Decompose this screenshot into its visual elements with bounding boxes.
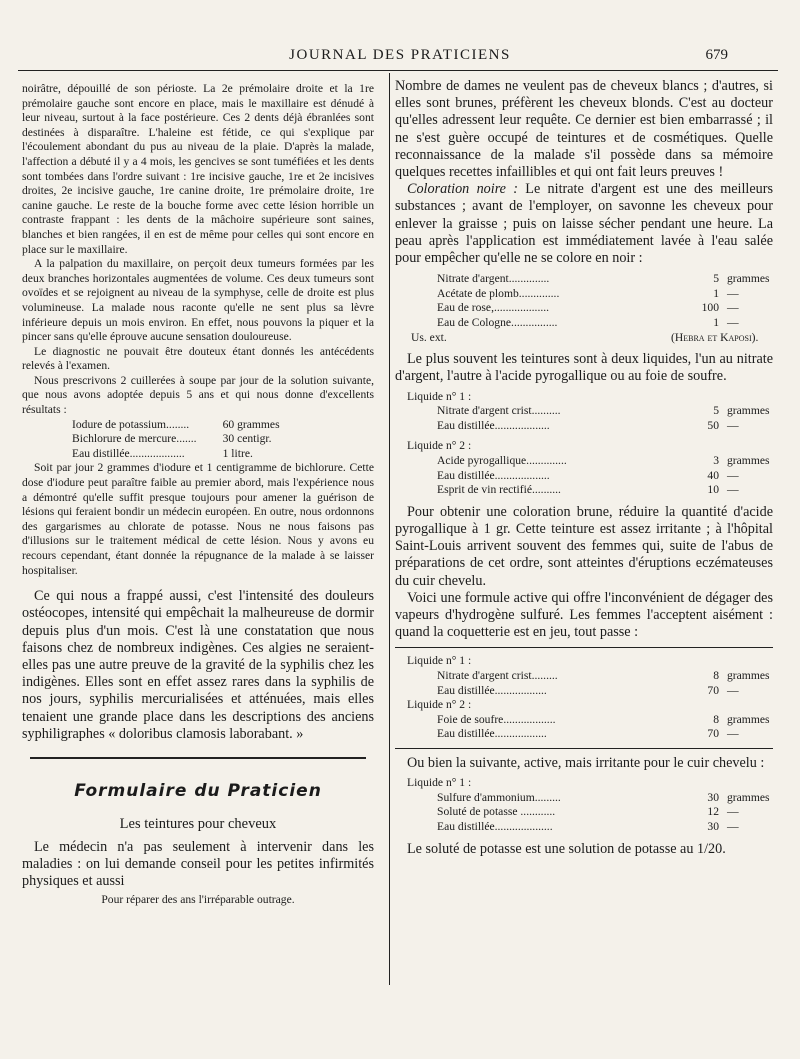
- ingredient-qty: 70: [707, 727, 719, 741]
- ingredient-qty: 50: [707, 418, 719, 432]
- right-paragraph-3: Le plus souvent les teintures sont à deux liquides, l'un au nitrate d'argent, l'autre à l'acide pyrogallique ou au foie de soufre.: [395, 351, 773, 385]
- right-paragraph-4: Pour obtenir une coloration brune, réduire la quantité d'acide pyrogallique à 1 gr. Cette teinture est assez irritante ; à l'hôpital Saint-Louis arrivent souvent des femmes qui, suite de l'abus de préparations de cet ordre, sont atteintes d'éruptions eczémateuses du cuir chevelu.: [395, 503, 773, 589]
- ingredient-unit: —: [727, 683, 739, 697]
- ingredient-unit: —: [727, 468, 739, 482]
- ingredient-qty: 5: [713, 404, 719, 418]
- ingredient-name: Eau distillée...................: [437, 418, 550, 432]
- usage-label: Us. ext.: [411, 330, 447, 344]
- formula-3: [395, 654, 773, 742]
- ingredient-unit: grammes: [727, 404, 770, 418]
- ingredient-qty: 30 centigr.: [222, 432, 272, 446]
- ingredient-name: Bichlorure de mercure.......: [72, 432, 197, 446]
- liquid-label: Liquide n° 2 :: [407, 439, 472, 453]
- ingredient-name: Iodure de potassium........: [72, 417, 190, 431]
- formula-row: [395, 316, 773, 331]
- right-column: [395, 78, 773, 858]
- liquid-label: Liquide n° 2 :: [407, 698, 472, 712]
- formula-usage: [395, 331, 773, 346]
- coloration-text: Le nitrate d'argent est une des meilleurs substances ; avant de l'employer, on savonne les cheveux pour enlever la graisse ; puis on laisse sécher pendant une heure. La peau après l'application est immédiatement lavée à l'eau salée pour empêcher qu'elle ne se colore en noir :: [395, 181, 773, 267]
- ingredient-qty: 30: [707, 819, 719, 833]
- formula-row: [395, 684, 773, 699]
- right-paragraph-2: [395, 181, 773, 267]
- ingredient-unit: —: [727, 819, 739, 833]
- prescription-row: [72, 418, 280, 433]
- ingredient-qty: 12: [707, 805, 719, 819]
- formula-row: [395, 820, 773, 835]
- left-paragraph-7: Le médecin n'a pas seulement à intervenir dans les maladies : on lui demande conseil pour les petites infirmités physiques et aussi: [22, 839, 374, 890]
- ingredient-name: Acide pyrogallique..............: [437, 453, 567, 467]
- ingredient-unit: —: [727, 805, 739, 819]
- ingredient-name: Foie de soufre..................: [437, 712, 556, 726]
- formula-separator: [395, 748, 773, 749]
- left-paragraph-4: Nous prescrivons 2 cuillerées à soupe par jour de la solution suivante, que nous avons adoptée depuis 5 ans et qui nous donne d'excellents résultats :: [22, 373, 374, 417]
- ingredient-qty: 8: [713, 712, 719, 726]
- ingredient-name: Eau distillée....................: [437, 819, 553, 833]
- ingredient-name: Eau distillée...................: [437, 468, 550, 482]
- liquid-label: Liquide n° 1 :: [407, 389, 472, 403]
- ingredient-qty: 30: [707, 790, 719, 804]
- formula-row: [395, 469, 773, 484]
- ingredient-name: Acétate de plomb..............: [437, 286, 560, 300]
- ingredient-unit: —: [727, 418, 739, 432]
- left-paragraph-5: Soit par jour 2 grammes d'iodure et 1 centigramme de bichlorure. Cette dose d'iodure peut paraître faible au premier abord, mais l'expérience nous a démontré qu'elle suffit presque toujours pour amener la guérison de lésions qui feraient bondir un médecin européen. En outre, nous ordonnons des gargarismes au chlorate de potasse. Nous ne nous faisons pas d'illusions sur le traitement médical de cette lésion. Nous y avons eu recours cependant, étant donnée la répugnance de la malade à se laisser hospitaliser.: [22, 461, 374, 577]
- prescription-row: [72, 432, 280, 447]
- formula-row: [395, 404, 773, 419]
- ingredient-name: Soluté de potasse ............: [437, 805, 556, 819]
- coloration-label: Coloration noire :: [407, 181, 518, 198]
- ingredient-qty: 70: [707, 683, 719, 697]
- right-paragraph-7: Le soluté de potasse est une solution de potasse au 1/20.: [407, 840, 726, 857]
- ingredient-qty: 8: [713, 668, 719, 682]
- formula-separator: [395, 647, 773, 648]
- formula-row: [395, 454, 773, 469]
- formula-row: [395, 272, 773, 287]
- right-paragraph-6: Ou bien la suivante, active, mais irritante pour le cuir chevelu :: [407, 754, 765, 771]
- ingredient-unit: —: [727, 301, 739, 315]
- formula-row: [395, 669, 773, 684]
- liquid-label: Liquide n° 1 :: [407, 776, 472, 790]
- ingredient-name: Nitrate d'argent crist..........: [437, 404, 561, 418]
- article-title: Les teintures pour cheveux: [119, 816, 277, 833]
- ingredient-name: Eau distillée..................: [437, 683, 547, 697]
- ingredient-name: Esprit de vin rectifié..........: [437, 483, 561, 497]
- ingredient-name: Eau de rose,...................: [437, 301, 550, 315]
- page-header: [0, 0, 800, 70]
- formula-row: [395, 713, 773, 728]
- ingredient-qty: 1: [713, 316, 719, 330]
- ingredient-name: Eau distillée...................: [72, 446, 185, 460]
- left-paragraph-1: noirâtre, dépouillé de son périoste. La 2e prémolaire droite et la 1re prémolaire gauche sont encore en place, mais le maxillaire est dénudé à leur niveau, surtout à la face postérieure. Ces 2 dents déjà ébranlées sont destinées à disparaître. L'haleine est fétide, ce qui s'explique par l'écoulement abondant du pus au niveau de la plaie. D'après la malade, l'affection a débuté il y a 4 mois, les gencives se sont tuméfiées et les dents sont tombées dans l'ordre suivant : 1re incisive gauche, 1re et 2e incisives droites, 2e incisive gauche, 1re canine droite, 1re prémolaire droite, 1re canine gauche. Le reste de la bouche forme avec cette lésion horrible un contraste frappant : les dents de la mâchoire supérieure sont saines, blanches et bien rangées, il en est de même pour celles qui sont encore en place sur le maxillaire.: [22, 82, 374, 256]
- formula-row: [395, 727, 773, 742]
- quotation: Pour réparer des ans l'irréparable outrage.: [101, 892, 295, 906]
- right-paragraph-1: Nombre de dames ne veulent pas de cheveux blancs ; d'autres, si elles sont brunes, préfèrent les cheveux blonds. C'est au docteur qu'elles adressent leur requête. Ce dernier est bien embarrassé ; il ne s'est guère occupé de teintures et de cosmétiques. Quelle reconnaissance de la malade s'il possède dans sa mémoire quelques recettes infaillibles et qui ont fait leurs preuves !: [395, 78, 773, 181]
- column-divider: [389, 73, 390, 985]
- left-column: [22, 82, 374, 907]
- ingredient-name: Nitrate d'argent crist.........: [437, 668, 558, 682]
- ingredient-unit: —: [727, 483, 739, 497]
- ingredient-qty: 1: [713, 286, 719, 300]
- formula-row: [395, 805, 773, 820]
- formula-row: [395, 483, 773, 498]
- ingredient-unit: grammes: [727, 453, 770, 467]
- journal-title: JOURNAL DES PRATICIENS: [289, 47, 511, 63]
- ingredient-qty: 3: [713, 453, 719, 467]
- formula-row: [395, 419, 773, 434]
- reference: (Hebra et Kaposi).: [671, 330, 759, 344]
- section-rule: [30, 757, 366, 759]
- left-paragraph-3: Le diagnostic ne pouvait être douteux étant donnés les antécédents relevés à l'examen.: [22, 344, 374, 373]
- ingredient-name: Eau distillée..................: [437, 727, 547, 741]
- left-paragraph-2: A la palpation du maxillaire, on perçoit deux tumeurs formées par les deux branches horizontales augmentées de volume. Ces deux tumeurs sont ovoïdes et se rejoignent au niveau de la symphyse, celle de droite est plus volumineuse. La malade nous raconte qu'elle ne sent plus sa lèvre inférieure depuis un mois environ. En effet, nous pouvons la piquer et la pincer sans qu'elle éprouve aucune sensation douloureuse.: [22, 257, 374, 344]
- formula-row: [395, 301, 773, 316]
- left-paragraph-6: Ce qui nous a frappé aussi, c'est l'intensité des douleurs ostéocopes, intensité qui empêchait la malheureuse de dormir depuis plus d'un mois. C'est là une constatation que nous faisons chez de nombreux indigènes. Ces algies ne seraient-elles pas une autre preuve de la gravité de la syphilis chez les indigènes. Elles sont en effet assez rares dans la syphilis de nos jours, syphilis mercurialisées et atténuées, mais elles tenaient une grande place dans les descriptions des anciens syphiligraphes « doloribus clamosis laborabant. »: [22, 588, 374, 742]
- right-paragraph-5: Voici une formule active qui offre l'inconvénient de dégager des vapeurs d'hydrogène sulfuré. Les femmes l'acceptent aisément : quand la coquetterie est en jeu, tout passe :: [395, 589, 773, 641]
- formula-row: [395, 287, 773, 302]
- formula-row: [395, 791, 773, 806]
- ingredient-qty: 5: [713, 272, 719, 286]
- ingredient-unit: —: [727, 286, 739, 300]
- ingredient-unit: grammes: [727, 272, 770, 286]
- formula-2: [395, 390, 773, 498]
- ingredient-name: Sulfure d'ammonium.........: [437, 790, 561, 804]
- ingredient-unit: —: [727, 316, 739, 330]
- ingredient-qty: 1 litre.: [222, 446, 253, 460]
- ingredient-unit: grammes: [727, 668, 770, 682]
- ingredient-unit: grammes: [727, 712, 770, 726]
- prescription-table: [72, 418, 280, 462]
- ingredient-unit: —: [727, 727, 739, 741]
- ingredient-name: Nitrate d'argent..............: [437, 272, 550, 286]
- ingredient-unit: grammes: [727, 790, 770, 804]
- liquid-label: Liquide n° 1 :: [407, 654, 472, 668]
- ingredient-qty: 40: [707, 468, 719, 482]
- section-title: Formulaire du Praticien: [74, 781, 322, 802]
- ingredient-qty: 100: [701, 301, 719, 315]
- ingredient-qty: 60 grammes: [222, 417, 280, 431]
- header-rule: [18, 70, 778, 71]
- formula-4: [395, 776, 773, 834]
- formula-1: [395, 272, 773, 345]
- ingredient-qty: 10: [707, 483, 719, 497]
- prescription-row: [72, 447, 280, 462]
- ingredient-name: Eau de Cologne................: [437, 316, 558, 330]
- page-number: 679: [705, 47, 728, 63]
